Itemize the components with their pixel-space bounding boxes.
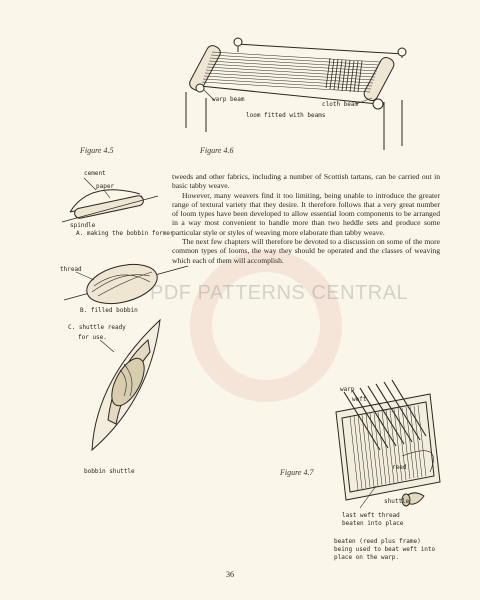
bobbin-former-caption: A. making the bobbin former bbox=[76, 230, 174, 237]
reed-label: reed bbox=[392, 464, 407, 471]
last-weft-label-line2: beaten into place bbox=[342, 520, 404, 527]
loom-beams-caption: loom fitted with beams bbox=[246, 112, 326, 119]
shuttle-ready-caption-line1: C. shuttle ready bbox=[68, 324, 126, 331]
figure-4-5-caption: Figure 4.5 bbox=[80, 146, 114, 155]
beaten-caption-line1: beaten (reed plus frame) bbox=[334, 538, 421, 545]
thread-label: thread bbox=[60, 266, 82, 273]
cloth-beam-label: cloth beam bbox=[322, 101, 359, 108]
paper-label: paper bbox=[96, 183, 115, 190]
beaten-caption-line3: place on the warp. bbox=[334, 554, 400, 561]
shuttle-ready-caption-line2: for use. bbox=[78, 334, 107, 341]
filled-bobbin-caption: B. filled bobbin bbox=[80, 307, 138, 314]
spindle-label: spindle bbox=[70, 222, 96, 229]
shuttle-label: shuttle bbox=[384, 498, 410, 505]
last-weft-label-line1: last weft thread bbox=[342, 512, 400, 519]
warp-label: warp bbox=[340, 386, 355, 393]
page-number: 36 bbox=[226, 570, 234, 579]
watermark: PDF PATTERNS CENTRAL bbox=[150, 282, 409, 304]
paragraph-2: However, many weavers find it too limiting, being unable to introduce the greater range of textural variety that they desire. It therefore follows that a very great number of loom types have been developed to allow essential loom components to be arranged in a way most convenient to handle more than two heddle sets and produce some particular style or styles of weaving more elaborate than tabby weave. bbox=[172, 190, 440, 237]
beaten-caption-line2: being used to beat weft into bbox=[334, 546, 436, 553]
warp-beam-label: warp beam bbox=[212, 96, 245, 103]
cement-label: cement bbox=[84, 170, 106, 177]
figure-4-6-caption: Figure 4.6 bbox=[200, 146, 234, 155]
paragraph-3: The next few chapters will therefore be devoted to a discussion on some of the more common types of looms, the way they should be operated and the classes of weaving which each of them will accomplish. bbox=[172, 237, 440, 265]
figure-4-7-caption: Figure 4.7 bbox=[280, 468, 314, 477]
paragraph-1: tweeds and other fabrics, including a number of Scottish tartans, can be carried out in basic tabby weave. bbox=[172, 172, 440, 191]
bobbin-shuttle-label: bobbin shuttle bbox=[84, 468, 135, 475]
weft-label: weft bbox=[352, 396, 367, 403]
